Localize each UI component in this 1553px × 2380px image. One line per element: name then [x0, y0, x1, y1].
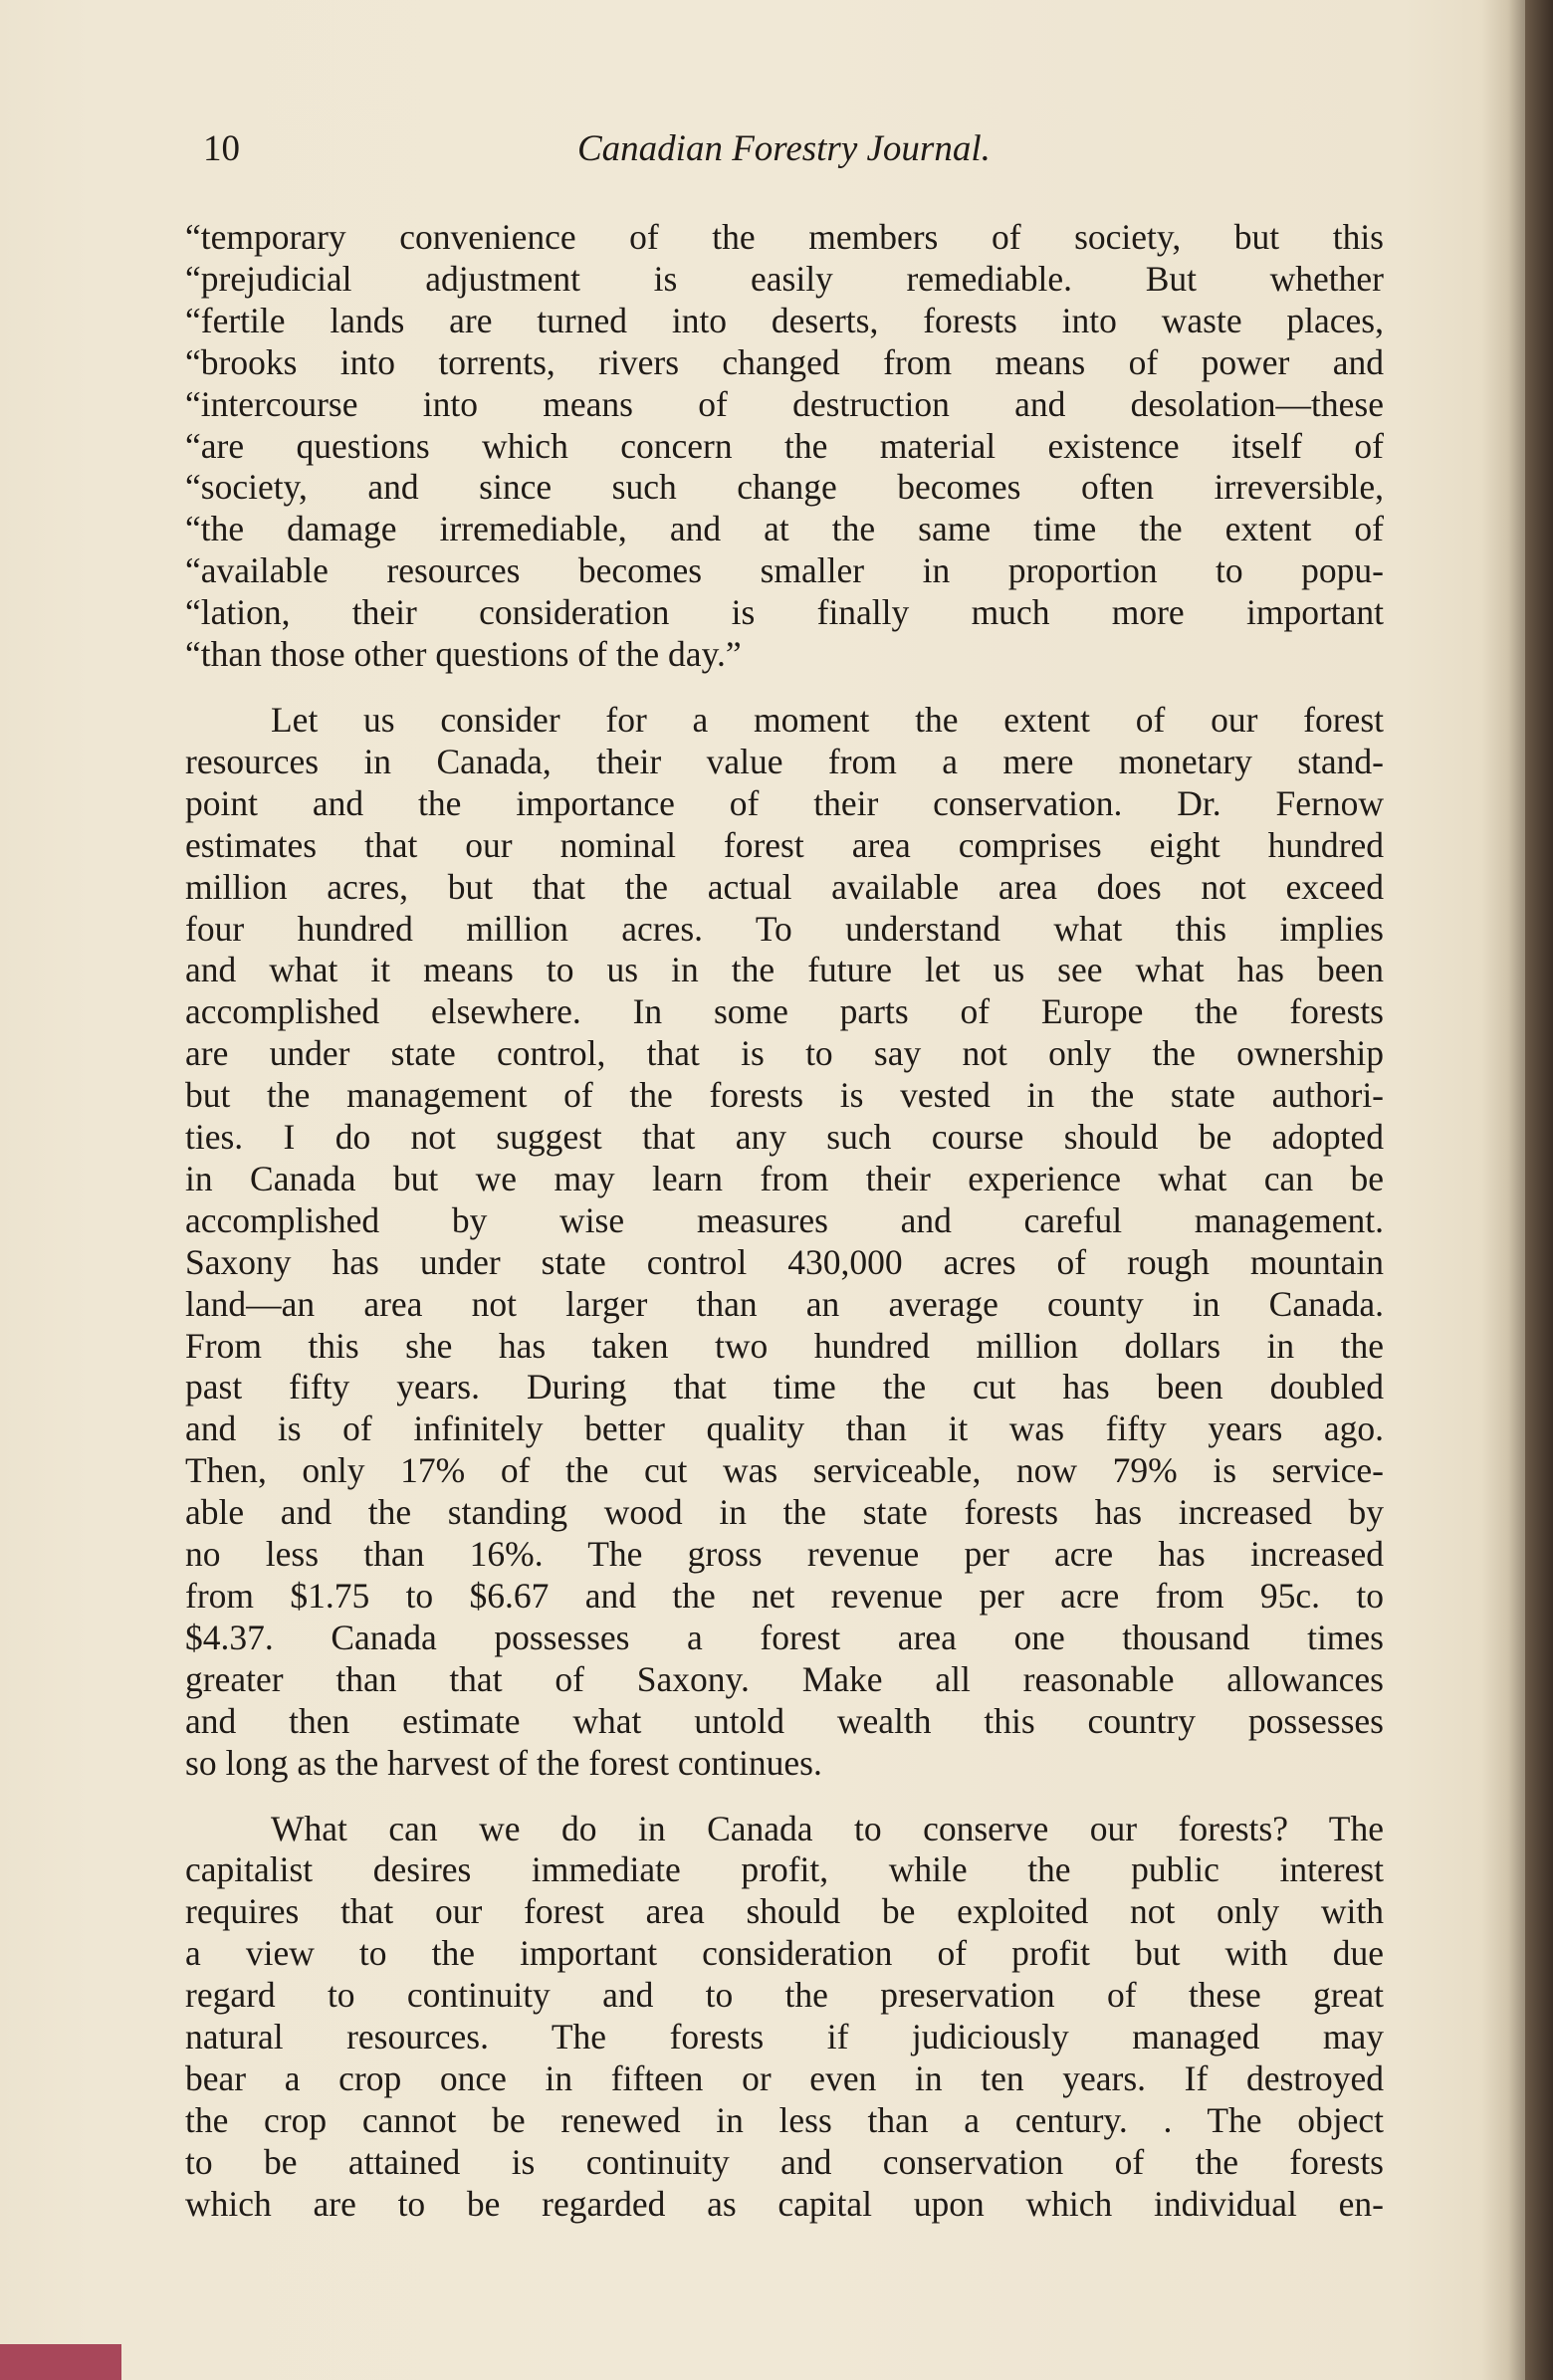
text-line: and then estimate what untold wealth this country possesses	[185, 1700, 1384, 1741]
text-line: greater than that of Saxony. Make all reasonable allowances	[185, 1658, 1384, 1699]
journal-title: Canadian Forestry Journal.	[577, 128, 991, 169]
text-line: “lation, their consideration is finally much more important	[185, 592, 1384, 633]
text-line: “are questions which concern the material existence itself of	[185, 425, 1384, 466]
text-line: “temporary convenience of the members of society, but this	[185, 217, 1384, 257]
text-line: accomplished by wise measures and careful management.	[185, 1199, 1384, 1240]
text-line: “prejudicial adjustment is easily remediable. But whether	[185, 258, 1384, 299]
text-line: Let us consider for a moment the extent of our forest	[271, 699, 1384, 740]
text-line: million acres, but that the actual available area does not exceed	[185, 866, 1384, 907]
text-line: land—an area not larger than an average county in Canada.	[185, 1283, 1384, 1324]
text-line: no less than 16%. The gross revenue per acre has increased	[185, 1534, 1384, 1575]
paragraph-gap	[185, 1785, 1384, 1809]
text-line: Then, only 17% of the cut was serviceable, now 79% is service-	[185, 1450, 1384, 1491]
book-cover-edge	[1525, 0, 1553, 2380]
text-line: Saxony has under state control 430,000 acres of rough mountain	[185, 1241, 1384, 1282]
text-line: capitalist desires immediate profit, while the public interest	[185, 1849, 1384, 1890]
text-line: resources in Canada, their value from a mere monetary stand-	[185, 741, 1384, 781]
text-line: regard to continuity and to the preservation of these great	[185, 1975, 1384, 2016]
text-line: ties. I do not suggest that any such course should be adopted	[185, 1117, 1384, 1158]
article-body	[185, 217, 1384, 2226]
text-line: which are to be regarded as capital upon which individual en-	[185, 2183, 1384, 2224]
text-line: are under state control, that is to say not only the ownership	[185, 1033, 1384, 1074]
running-head	[0, 127, 1525, 187]
paragraph-quotation	[185, 217, 1384, 676]
text-line: “the damage irremediable, and at the same time the extent of	[185, 509, 1384, 549]
paragraph-conservation	[185, 1809, 1384, 2226]
text-line: able and the standing wood in the state forests has increased by	[185, 1492, 1384, 1533]
text-line: “fertile lands are turned into deserts, forests into waste places,	[185, 300, 1384, 340]
paragraph-forest-resources	[185, 700, 1384, 1785]
text-line: “society, and since such change becomes often irreversible,	[185, 467, 1384, 508]
text-line: in Canada but we may learn from their experience what can be	[185, 1158, 1384, 1198]
text-line: “intercourse into means of destruction and desolation—these	[185, 383, 1384, 424]
text-line: but the management of the forests is vested in the state authori-	[185, 1075, 1384, 1116]
page-gutter-shadow	[1481, 0, 1525, 2380]
text-line: “brooks into torrents, rivers changed from means of power and	[185, 341, 1384, 382]
text-line: bear a crop once in fifteen or even in ten years. If destroyed	[185, 2057, 1384, 2098]
text-line: and is of infinitely better quality than it was fifty years ago.	[185, 1408, 1384, 1449]
text-line: a view to the important consideration of profit but with due	[185, 1933, 1384, 1974]
text-line: From this she has taken two hundred million dollars in the	[185, 1325, 1384, 1366]
text-line: requires that our forest area should be exploited not only with	[185, 1891, 1384, 1932]
text-line: four hundred million acres. To understand what this implies	[185, 908, 1384, 949]
text-line: natural resources. The forests if judiciously managed may	[185, 2017, 1384, 2057]
page-number: 10	[203, 128, 240, 169]
text-line: What can we do in Canada to conserve our forests? The	[271, 1808, 1384, 1848]
bookmark-tab	[0, 2344, 121, 2380]
text-line: past fifty years. During that time the cut has been doubled	[185, 1367, 1384, 1407]
text-line: “than those other questions of the day.”	[185, 634, 742, 675]
paragraph-gap	[185, 676, 1384, 700]
text-line: to be attained is continuity and conservation of the forests	[185, 2141, 1384, 2182]
text-line: accomplished elsewhere. In some parts of Europe the forests	[185, 991, 1384, 1032]
text-line: point and the importance of their conservation. Dr. Fernow	[185, 782, 1384, 823]
text-line: so long as the harvest of the forest continues.	[185, 1742, 822, 1783]
text-line: and what it means to us in the future let us see what has been	[185, 950, 1384, 990]
text-line: $4.37. Canada possesses a forest area one thousand times	[185, 1617, 1384, 1657]
text-line: “available resources becomes smaller in proportion to popu-	[185, 550, 1384, 591]
text-line: estimates that our nominal forest area comprises eight hundred	[185, 824, 1384, 865]
text-line: from $1.75 to $6.67 and the net revenue per acre from 95c. to	[185, 1576, 1384, 1616]
text-line: the crop cannot be renewed in less than a century. . The object	[185, 2099, 1384, 2140]
